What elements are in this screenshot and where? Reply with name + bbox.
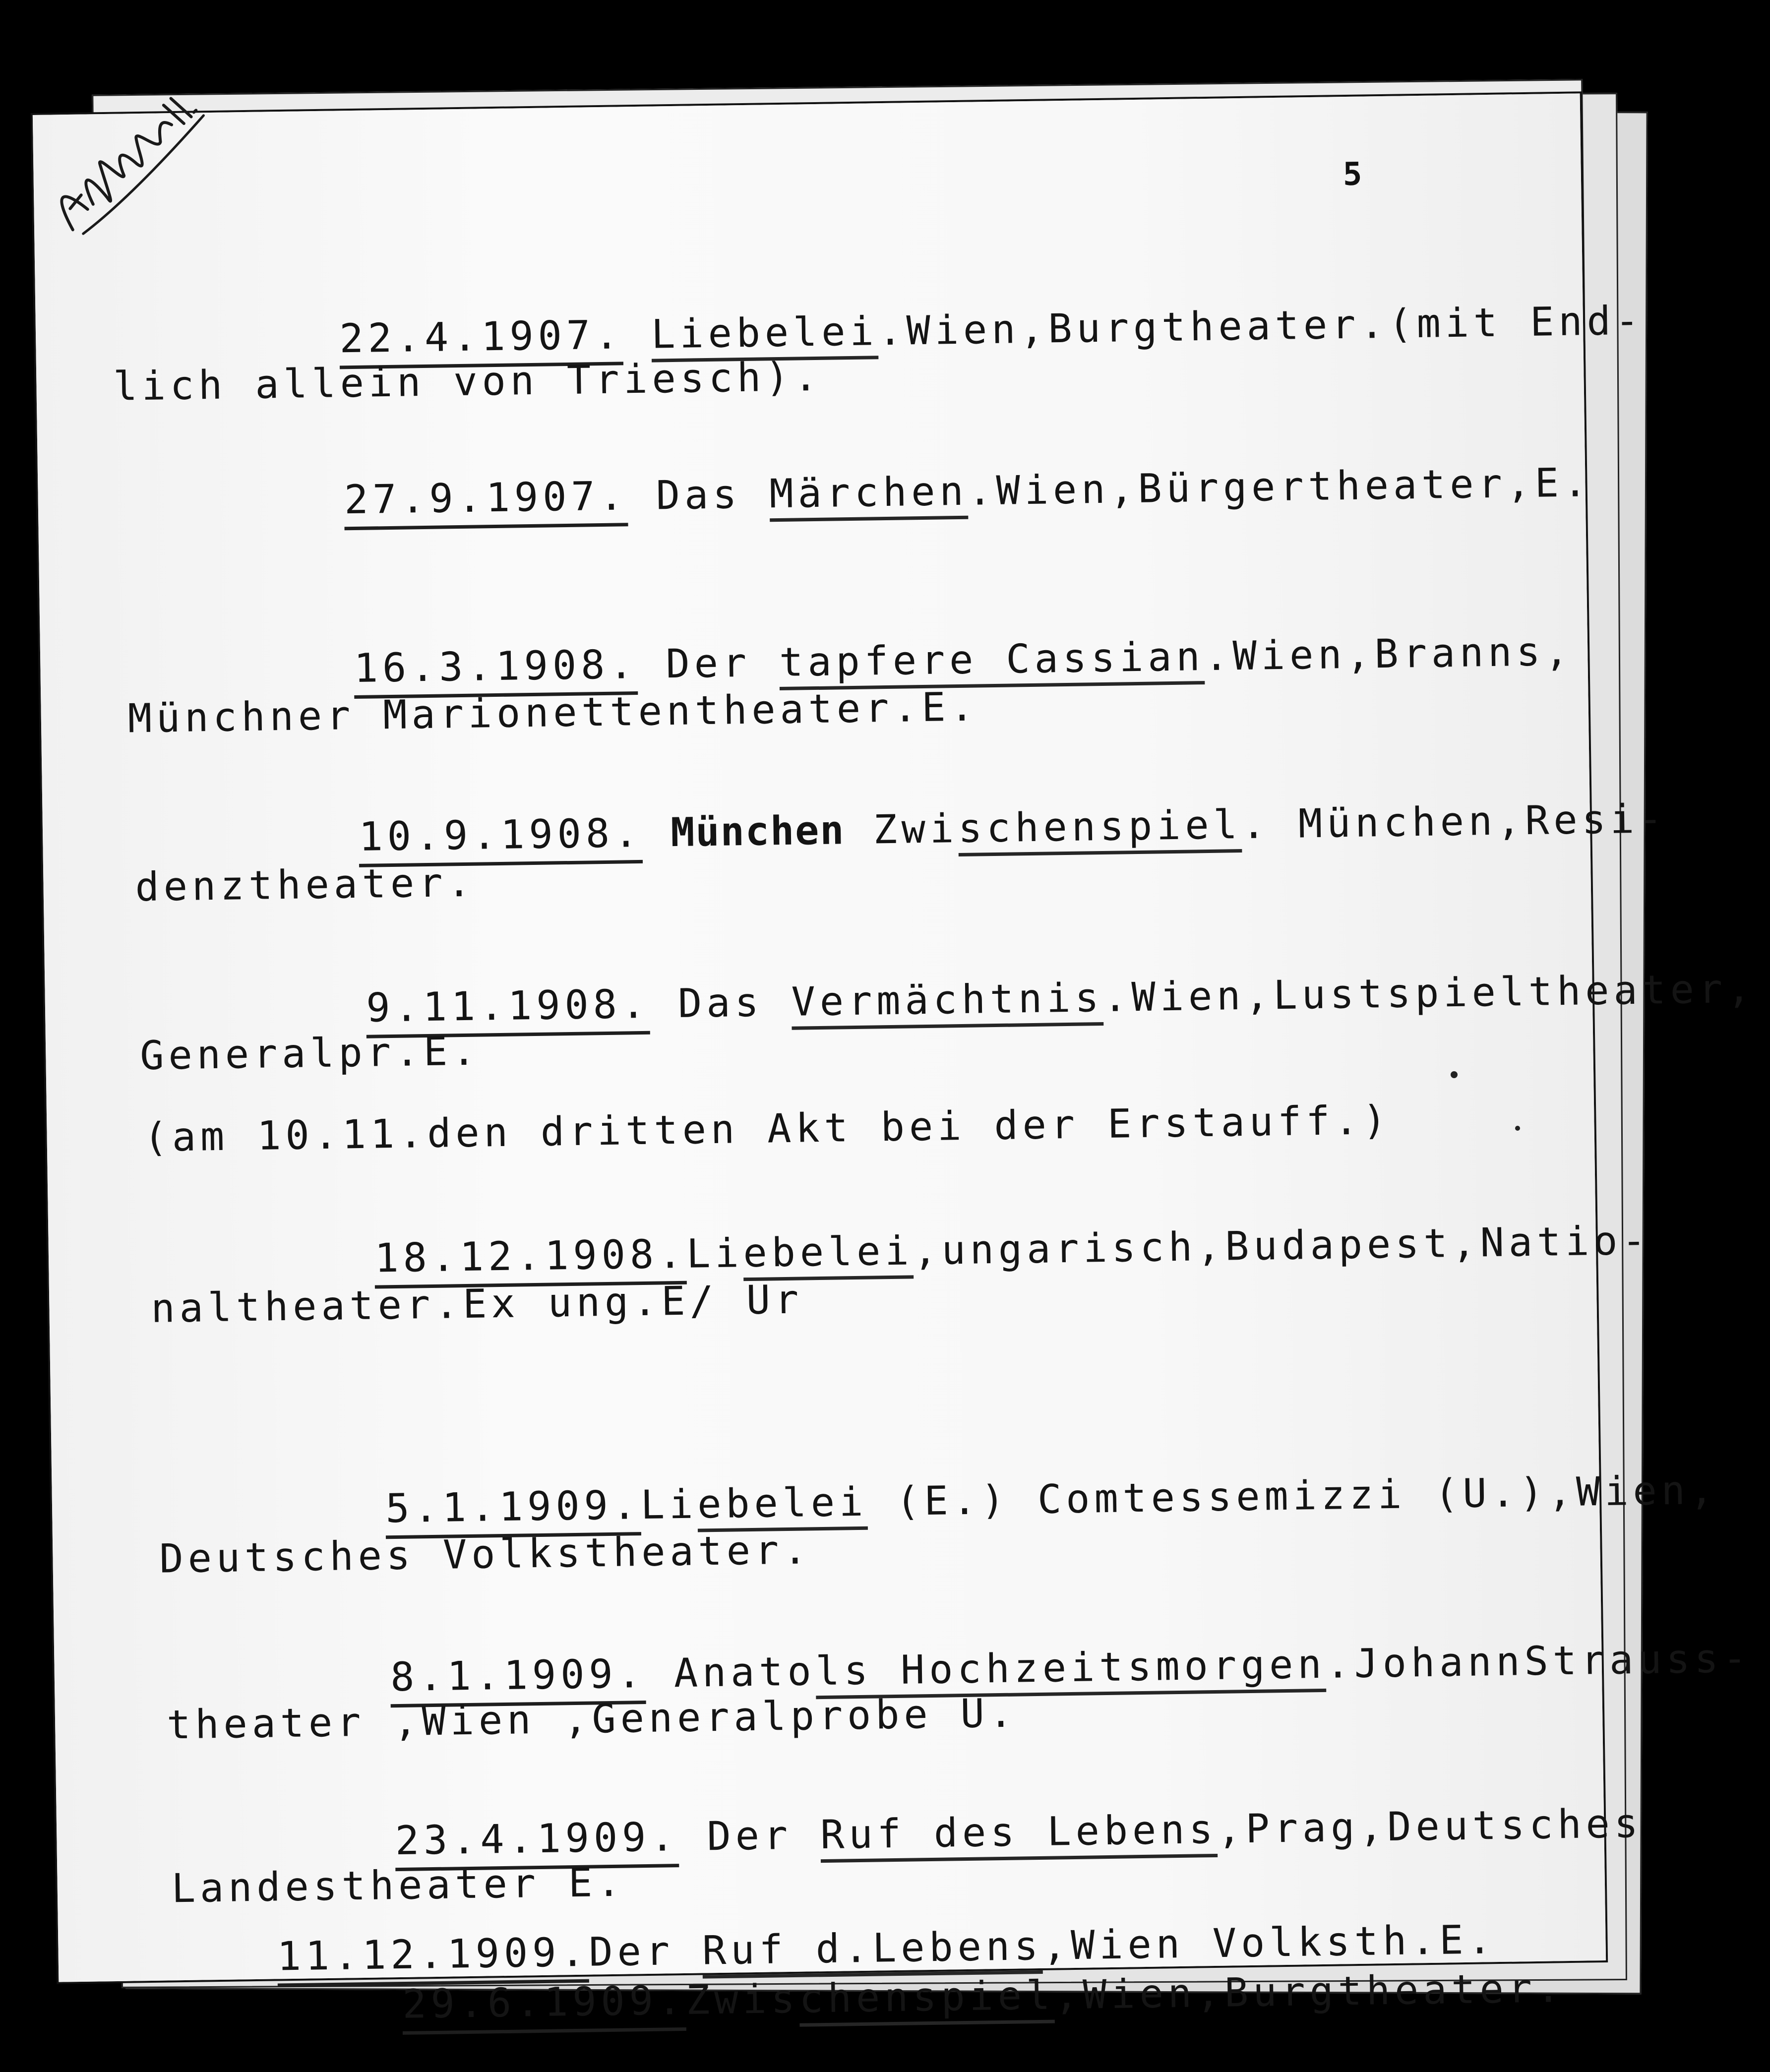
entry-line: 8.1.1909. Anatols Hochzeitsmorgen.JohannStrauss-	[163, 1599, 1752, 1740]
entry-line: 23.4.1909. Der Ruf des Lebens,Prag,Deutsches	[168, 1764, 1644, 1903]
ink-speck	[1515, 1126, 1520, 1131]
entry-date: 9.11.1908.	[366, 981, 650, 1038]
entry-title: ebelei	[742, 1227, 914, 1277]
ink-speck	[1451, 1071, 1458, 1078]
entry-continuation: Deutsches Volkstheater.	[159, 1526, 812, 1582]
entry-date: 23.4.1909.	[395, 1814, 679, 1871]
typewritten-page	[33, 93, 1756, 2027]
entry-continuation: Landestheater E.	[171, 1859, 626, 1912]
entry-continuation: (am 10.11.den dritten Akt bei der Erstauff.)	[143, 1097, 1392, 1161]
entry-line: 16.3.1908. Der tapfere Cassian.Wien,Branns,	[126, 592, 1574, 731]
entry-line: 9.11.1908. Das Vermächtnis.Wien,Lustspieltheater,	[138, 929, 1756, 1071]
entry-date: 11.12.1909.	[277, 1929, 589, 1987]
entry-title: Ruf des Lebens	[820, 1806, 1218, 1858]
entry-title: ebelei	[697, 1478, 868, 1527]
entry-continuation: Münchner Marionettentheater.E.	[127, 683, 979, 742]
chronology-list	[33, 93, 1756, 2027]
entry-title: chenspiel	[799, 1972, 1055, 2022]
entry-continuation: denztheater.	[134, 859, 476, 911]
entry-line: 11.12.1909.Der Ruf d.Lebens,Wien Volksth.E.	[163, 1880, 1497, 2017]
entry-date: 29.6.1909.	[402, 1977, 686, 2035]
entry-date: 16.3.1908.	[354, 641, 638, 699]
entry-continuation: theater ,Wien ,Generalprobe U.	[166, 1690, 1018, 1748]
entry-continuation: lich allein von Triesch).	[113, 353, 823, 410]
entry-date: 5.1.1909.	[385, 1482, 641, 1539]
entry-continuation: naltheater.Ex ung.E/ Ur	[150, 1276, 803, 1332]
entry-date: 27.9.1907.	[344, 473, 628, 530]
entry-line: 29.6.1909.Zwischenspiel,Wien,Burgtheater.	[175, 1929, 1566, 2067]
entry-title: Vermächtnis	[791, 975, 1104, 1025]
entry-title: Ruf d.Lebens	[702, 1923, 1043, 1974]
entry-date: 22.4.1907.	[339, 311, 623, 369]
entry-line: 10.9.1908. München Zwischenspiel. München,Resi-	[131, 759, 1668, 900]
entry-continuation: Generalpr.E.	[139, 1028, 481, 1079]
entry-date: 10.9.1908.	[359, 810, 643, 867]
entry-title: tapfere Cassian	[779, 633, 1205, 686]
entry-title: Liebelei	[651, 308, 879, 358]
entry-date: 18.12.1908.	[374, 1231, 687, 1289]
struck-out-word: München	[670, 807, 846, 856]
entry-line: 18.12.1908.Liebelei,ungarisch,Budapest,Natio-	[147, 1181, 1651, 1321]
page-number: 5	[1343, 156, 1362, 193]
entry-title: schenspiel	[958, 801, 1242, 852]
entry-line: 5.1.1909.Liebelei (E.) Comtessemizzi (U.),Wien,	[158, 1431, 1719, 1572]
entry-line: 27.9.1907. Das Märchen.Wien,Bürgertheater,E.	[117, 423, 1592, 562]
entry-title: ls Hochzeitsmorgen	[815, 1641, 1327, 1695]
entry-line: 22.4.1907. Liebelei.Wien,Burgtheater.(mit End-	[112, 261, 1645, 402]
entry-date: 8.1.1909.	[390, 1650, 646, 1707]
entry-title: Märchen	[769, 468, 969, 517]
